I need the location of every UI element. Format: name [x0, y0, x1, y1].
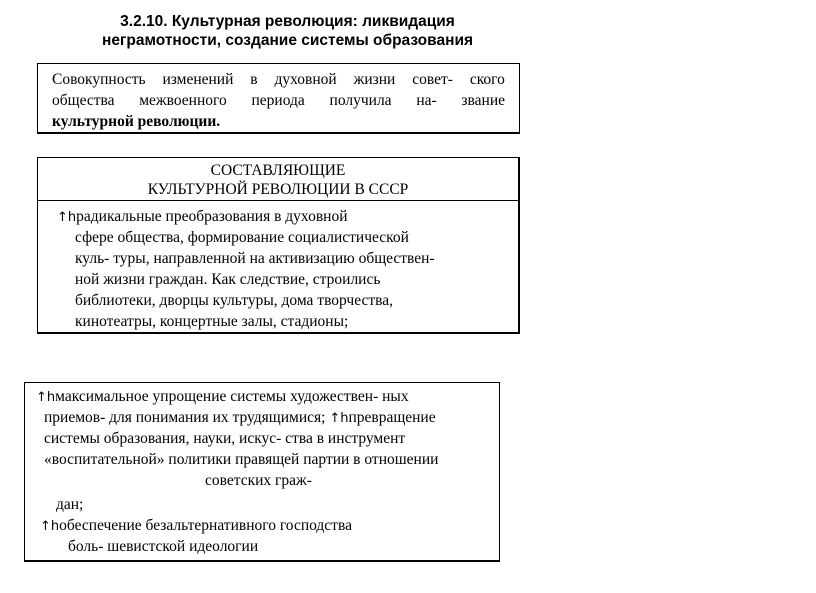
components2-line-8: боль- шевистской идеологии: [68, 538, 259, 555]
page-title: [60, 12, 515, 50]
bullet-arrow-icon: ↑h: [329, 411, 349, 426]
title-line-1: 3.2.10. Культурная революция: ликвидация: [120, 13, 455, 30]
components2-line-1: ↑hмаксимальное упрощение системы художествен- ных: [36, 388, 409, 405]
bullet-arrow-icon: ↑h: [36, 390, 56, 405]
components-line-3: куль- туры, направленной на активизацию обществен-: [75, 250, 435, 267]
components-line-4: ной жизни граждан. Как следствие, строились: [75, 271, 381, 288]
components-line-5: библиотеки, дворцы культуры, дома творчества,: [75, 292, 393, 309]
bullet-arrow-icon: ↑h: [57, 210, 77, 225]
components-body: [37, 200, 520, 334]
components2-line-3: системы образования, науки, искус- ства в инструмент: [44, 430, 406, 447]
title-line-2: неграмотности, создание системы образования: [101, 32, 474, 49]
definition-box: [37, 63, 520, 134]
definition-line-1: Совокупность изменений в духовной жизни совет- ского: [52, 71, 505, 88]
components2-line-6: дан;: [56, 496, 84, 513]
definition-line-2: общества межвоенного периода получила на- звание: [52, 92, 505, 109]
components-heading: [37, 157, 520, 201]
definition-bold-term: культурной революции.: [52, 113, 221, 130]
components-line-6: кинотеатры, концертные залы, стадионы;: [75, 313, 349, 330]
components2-line-2: приемов- для понимания их трудящимися; ↑hпревращение: [44, 409, 436, 426]
components-line-2: сфере общества, формирование социалистической: [75, 229, 409, 246]
components-heading-line-1: СОСТАВЛЯЮЩИЕ: [210, 162, 346, 179]
components2-line-7: ↑hобеспечение безальтернативного господства: [40, 517, 352, 534]
components-heading-line-2: КУЛЬТУРНОЙ РЕВОЛЮЦИИ В СССР: [147, 181, 409, 198]
components2-line-4: «воспитательной» политики правящей партии в отношении: [44, 451, 439, 468]
components-box-2: [24, 382, 500, 562]
components2-line-5: советских граж-: [205, 472, 312, 489]
bullet-arrow-icon: ↑h: [40, 519, 60, 534]
components-line-1: ↑hрадикальные преобразования в духовной: [57, 208, 348, 225]
